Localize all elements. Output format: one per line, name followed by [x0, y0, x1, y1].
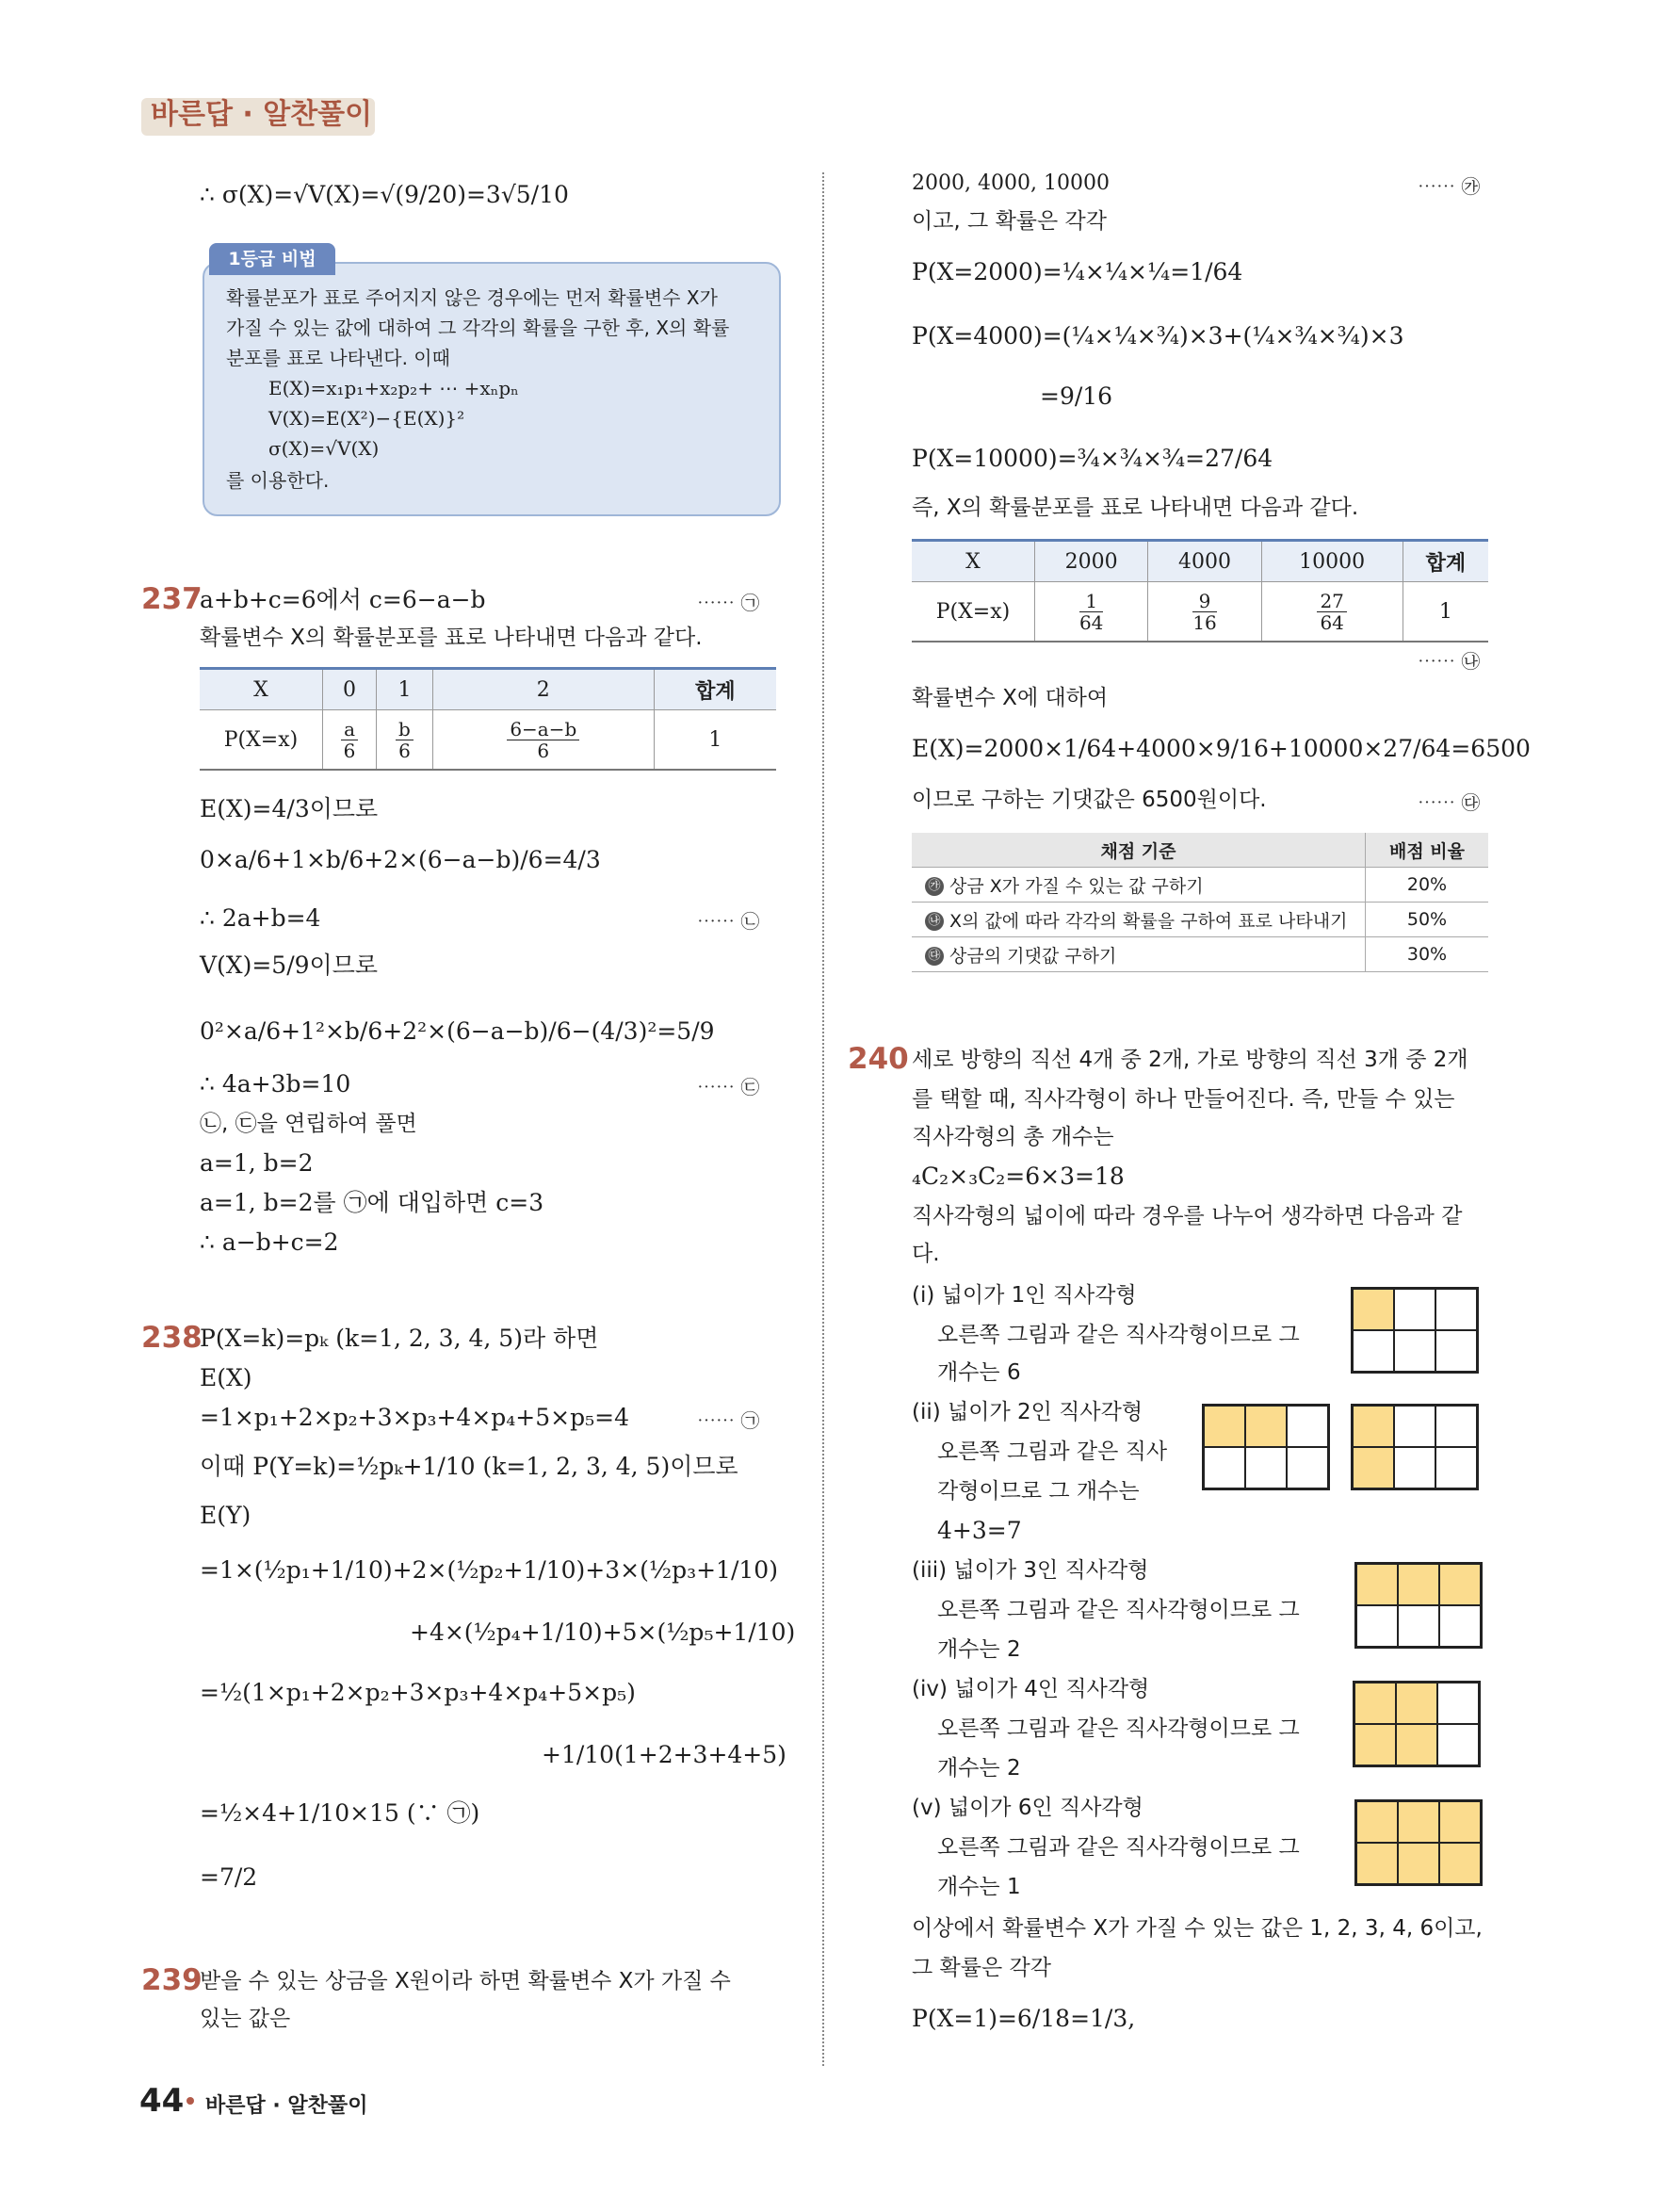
table-header: X	[200, 669, 323, 710]
table-cell: $\frac{6-a-b}{6}$	[432, 710, 654, 771]
text-line: 이상에서 확률변수 X가 가질 수 있는 값은 1, 2, 3, 4, 6이고,	[912, 1916, 1483, 1941]
text-line: =1×p₁+2×p₂+3×p₃+4×p₄+5×p₅=4	[200, 1404, 629, 1431]
text-line: 오른쪽 그림과 같은 직사각형이므로 그	[937, 1716, 1300, 1741]
grid-area-2-vertical	[1351, 1404, 1479, 1490]
text-line: =½×4+1/10×15 (∵ ㉠)	[200, 1799, 480, 1827]
text-line: a=1, b=2	[200, 1149, 314, 1177]
tip-line: 가질 수 있는 값에 대하여 그 각각의 확률을 구한 후, X의 확률	[226, 317, 730, 339]
text-line: E(X)=2000×1/64+4000×9/16+10000×27/64=6500	[912, 735, 1531, 762]
text-line: P(X=4000)=(¼×¼×¾)×3+(¼×¾×¾)×3	[912, 322, 1404, 350]
text-line: 이므로 구하는 기댓값은 6500원이다.	[912, 788, 1267, 812]
case-title: (v) 넓이가 6인 직사각형	[912, 1796, 1143, 1820]
text-line: ∴ 4a+3b=10	[200, 1070, 351, 1098]
table-header: 2	[432, 669, 654, 710]
column-divider	[822, 172, 824, 2066]
table-cell: $\frac{9}{16}$	[1148, 582, 1261, 642]
tip-line: 를 이용한다.	[226, 469, 330, 492]
table-header: 2000	[1035, 541, 1148, 582]
distribution-table-237	[200, 667, 776, 771]
text-line: +4×(½p₄+1/10)+5×(½p₅+1/10)	[410, 1618, 796, 1646]
table-cell: 1	[1403, 582, 1488, 642]
grading-criterion: ㉯ X의 값에 따라 각각의 확률을 구하여 표로 나타내기	[912, 903, 1366, 937]
table-header: 10000	[1261, 541, 1403, 582]
text-line: 세로 방향의 직선 4개 중 2개, 가로 방향의 직선 3개 중 2개	[912, 1048, 1468, 1072]
grading-header: 배점 비율	[1366, 833, 1489, 868]
text-line: 받을 수 있는 상금을 X원이라 하면 확률변수 X가 가질 수	[200, 1969, 731, 1993]
text-line: 4+3=7	[937, 1517, 1022, 1544]
text-line: 이고, 그 확률은 각각	[912, 209, 1107, 234]
text-line: =½(1×p₁+2×p₂+3×p₃+4×p₄+5×p₅)	[200, 1679, 636, 1706]
grading-percent: 20%	[1366, 868, 1489, 903]
text-line: 를 택할 때, 직사각형이 하나 만들어진다. 즉, 만들 수 있는	[912, 1087, 1455, 1112]
text-line: V(X)=5/9이므로	[200, 951, 378, 979]
text-line: 0²×a/6+1²×b/6+2²×(6−a−b)/6−(4/3)²=5/9	[200, 1017, 715, 1045]
table-cell: 1	[654, 710, 776, 771]
row-label: P(X=x)	[912, 582, 1035, 642]
grid-area-2-horizontal	[1202, 1404, 1330, 1490]
text-line: 다.	[912, 1242, 940, 1266]
text-line: P(X=10000)=¾×¾×¾=27/64	[912, 445, 1273, 472]
tip-line: 분포를 표로 나타낸다. 이때	[226, 347, 450, 369]
marker: ⋯⋯ ㉠	[697, 592, 760, 614]
case-title: (iv) 넓이가 4인 직사각형	[912, 1677, 1150, 1701]
text-line: E(X)=4/3이므로	[200, 795, 379, 822]
text-line: E(Y)	[200, 1502, 251, 1529]
marker: ⋯⋯ ㉰	[1418, 791, 1481, 814]
tip-tab: 1등급 비법	[209, 243, 335, 275]
text-line: 즉, X의 확률분포를 표로 나타내면 다음과 같다.	[912, 496, 1359, 520]
text-line: 이때 P(Y=k)=½pₖ+1/10 (k=1, 2, 3, 4, 5)이므로	[200, 1453, 738, 1480]
text-line: ∴ a−b+c=2	[200, 1228, 339, 1256]
text-line: 그 확률은 각각	[912, 1956, 1051, 1980]
table-header: 합계	[1403, 541, 1488, 582]
text-line: P(X=2000)=¼×¼×¼=1/64	[912, 258, 1243, 285]
tip-formula: E(X)=x₁p₁+x₂p₂+ ⋯ +xₙpₙ	[268, 377, 519, 399]
text-line: 오른쪽 그림과 같은 직사	[937, 1439, 1168, 1464]
grid-area-4	[1353, 1681, 1481, 1767]
text-line: +1/10(1+2+3+4+5)	[542, 1741, 786, 1768]
tip-line: 확률분포가 표로 주어지지 않은 경우에는 먼저 확률변수 X가	[226, 286, 718, 309]
tip-formula: σ(X)=√V(X)	[268, 437, 380, 460]
table-cell: $\frac{1}{64}$	[1035, 582, 1148, 642]
case-title: (i) 넓이가 1인 직사각형	[912, 1283, 1137, 1308]
text-line: 있는 값은	[200, 2007, 291, 2031]
text-line: a=1, b=2를 ㉠에 대입하면 c=3	[200, 1189, 544, 1216]
problem-number: 237	[141, 582, 203, 616]
text-line: E(X)	[200, 1364, 252, 1391]
sigma-result: ∴ σ(X)=√V(X)=√(9/20)=3√5/10	[200, 181, 569, 208]
problem-number: 239	[141, 1963, 203, 1997]
text-line: =7/2	[200, 1863, 258, 1891]
text-line: a+b+c=6에서 c=6−a−b	[200, 586, 486, 613]
text-line: 0×a/6+1×b/6+2×(6−a−b)/6=4/3	[200, 846, 601, 873]
text-line: P(X=1)=6/18=1/3,	[912, 2005, 1136, 2032]
text-line: 오른쪽 그림과 같은 직사각형이므로 그	[937, 1835, 1300, 1860]
distribution-table-239	[912, 539, 1488, 642]
table-header: 합계	[654, 669, 776, 710]
header-title: 바른답 · 알찬풀이	[151, 98, 373, 131]
table-header: 0	[323, 669, 377, 710]
text-line: 개수는 1	[937, 1875, 1021, 1899]
table-cell: $\frac{b}{6}$	[377, 710, 433, 771]
text-line: 확률변수 X에 대하여	[912, 686, 1109, 710]
text-line: =9/16	[1040, 382, 1113, 410]
text-line: 개수는 2	[937, 1756, 1021, 1781]
footer-dot	[186, 2097, 194, 2105]
table-cell: $\frac{27}{64}$	[1261, 582, 1403, 642]
text-line: =1×(½p₁+1/10)+2×(½p₂+1/10)+3×(½p₃+1/10)	[200, 1556, 778, 1584]
marker: ⋯⋯ ㉡	[697, 910, 760, 933]
text-line: 개수는 6	[937, 1360, 1021, 1385]
page-number: 44	[139, 2082, 185, 2120]
text-line: 오른쪽 그림과 같은 직사각형이므로 그	[937, 1323, 1300, 1347]
table-header: 4000	[1148, 541, 1261, 582]
table-header: X	[912, 541, 1035, 582]
problem-number: 240	[848, 1042, 909, 1076]
text-line: 각형이므로 그 개수는	[937, 1479, 1140, 1504]
table-cell: $\frac{a}{6}$	[323, 710, 377, 771]
text-line: 개수는 2	[937, 1637, 1021, 1662]
marker: ⋯⋯ ㉠	[697, 1409, 760, 1432]
grading-header: 채점 기준	[912, 833, 1366, 868]
grading-percent: 30%	[1366, 937, 1489, 972]
marker: ⋯⋯ ㉮	[1418, 175, 1481, 198]
tip-formula: V(X)=E(X²)−{E(X)}²	[268, 407, 465, 430]
problem-number: 238	[141, 1321, 203, 1355]
text-line: ㉡, ㉢을 연립하여 풀면	[200, 1112, 417, 1136]
footer-title: 바른답 · 알찬풀이	[205, 2094, 368, 2118]
grid-area-3	[1354, 1562, 1483, 1649]
marker: ⋯⋯ ㉢	[697, 1076, 760, 1098]
text-line: 2000, 4000, 10000	[912, 171, 1110, 195]
text-line: ₄C₂×₃C₂=6×3=18	[912, 1163, 1125, 1190]
grading-criterion: ㉰ 상금의 기댓값 구하기	[912, 937, 1366, 972]
table-header: 1	[377, 669, 433, 710]
text-line: P(X=k)=pₖ (k=1, 2, 3, 4, 5)라 하면	[200, 1325, 599, 1352]
case-title: (iii) 넓이가 3인 직사각형	[912, 1558, 1149, 1583]
grading-criterion: ㉮ 상금 X가 가질 수 있는 값 구하기	[912, 868, 1366, 903]
row-label: P(X=x)	[200, 710, 323, 771]
marker: ⋯⋯ ㉯	[1418, 650, 1481, 673]
grading-percent: 50%	[1366, 903, 1489, 937]
grading-table	[912, 833, 1488, 972]
grid-area-1	[1351, 1287, 1479, 1374]
grid-area-6	[1354, 1799, 1483, 1886]
text-line: 직사각형의 총 개수는	[912, 1125, 1114, 1149]
text-line: 오른쪽 그림과 같은 직사각형이므로 그	[937, 1598, 1300, 1622]
text-line: 직사각형의 넓이에 따라 경우를 나누어 생각하면 다음과 같	[912, 1204, 1463, 1228]
text-line: 확률변수 X의 확률분포를 표로 나타내면 다음과 같다.	[200, 626, 703, 650]
case-title: (ii) 넓이가 2인 직사각형	[912, 1400, 1143, 1424]
text-line: ∴ 2a+b=4	[200, 904, 321, 932]
